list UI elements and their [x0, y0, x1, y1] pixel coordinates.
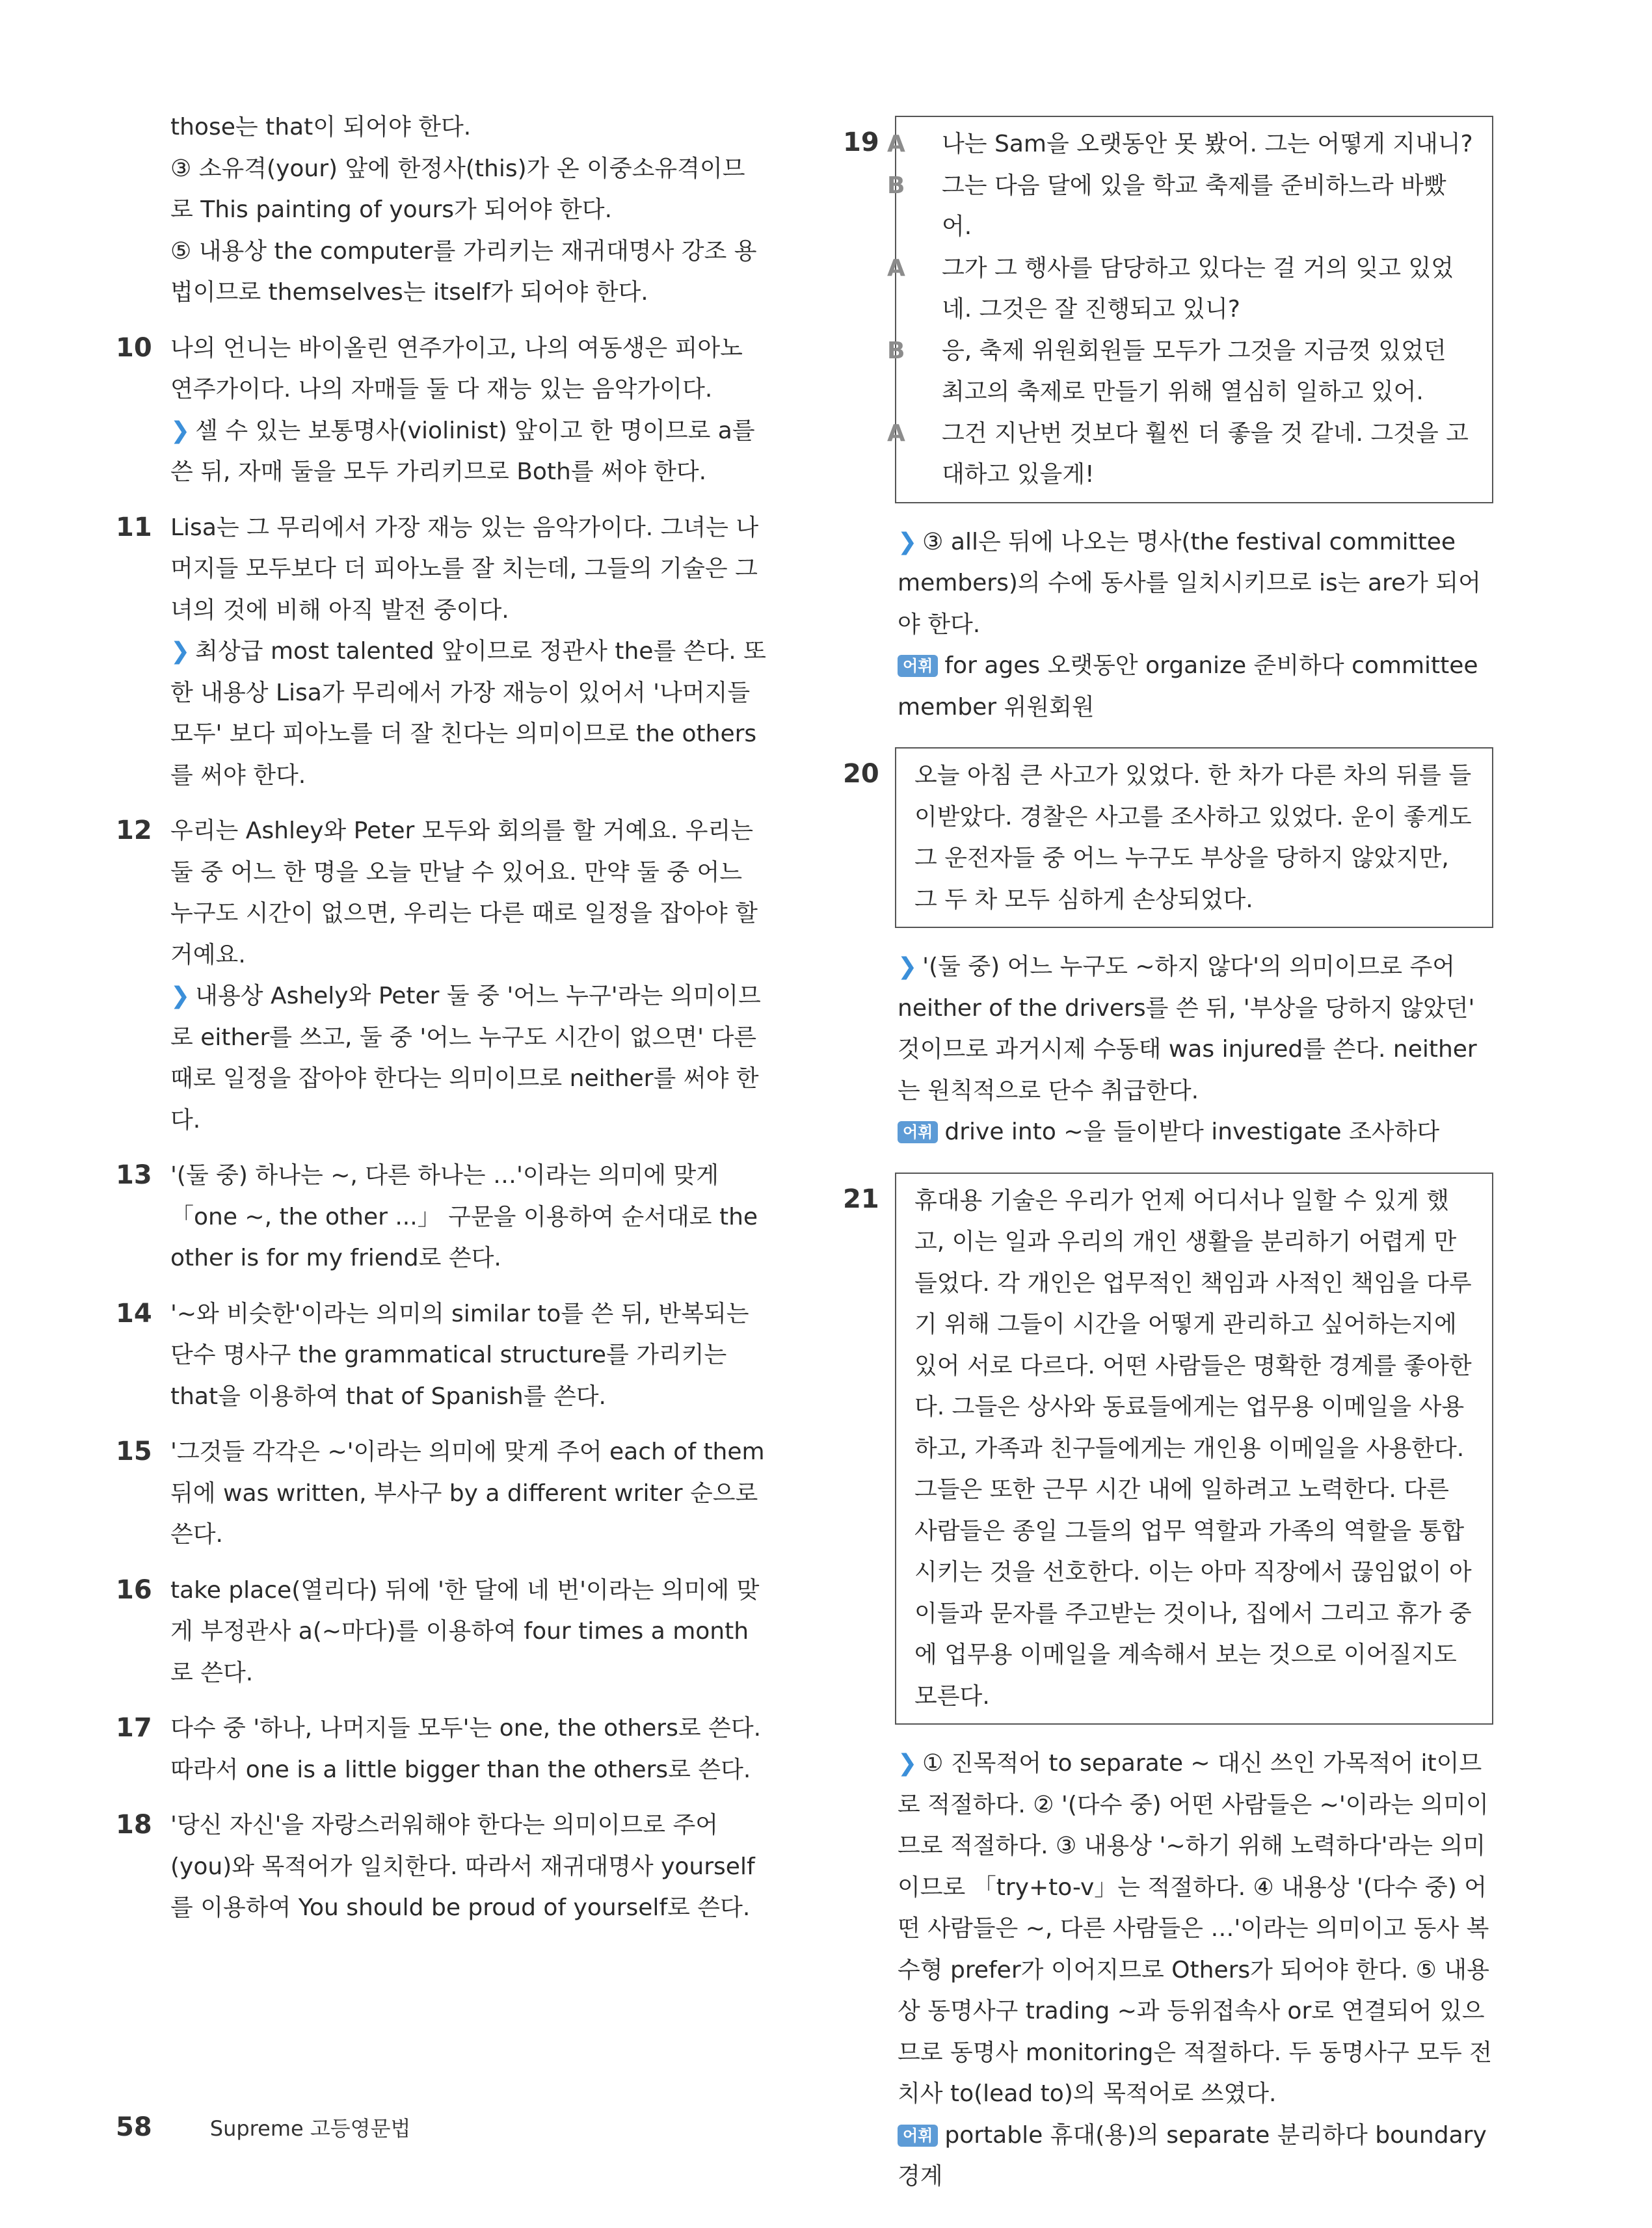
dialogue-line: B 응, 축제 위원회원들 모두가 그것을 지금껏 있었던 최고의 축제로 만들기 위해 열심히 일하고 있어. — [914, 330, 1474, 413]
item-number: 20 — [843, 759, 879, 789]
item-number: 13 — [116, 1160, 152, 1190]
intro-line: those는 that이 되어야 한다. — [170, 114, 472, 140]
dialogue-line: B 그는 다음 달에 있을 학교 축제를 준비하느라 바빴어. — [914, 165, 1474, 248]
intro-block — [116, 107, 766, 313]
item-number: 17 — [116, 1713, 152, 1743]
item-text: '그것들 각각은 ~'이라는 의미에 맞게 주어 each of them 뒤에 was written, 부사구 by a different writer 순으로 쓴다. — [170, 1439, 765, 1548]
chevron-right-icon: ❯ — [170, 983, 191, 1009]
item-number: 18 — [116, 1810, 152, 1840]
speaker-label: A — [887, 131, 905, 157]
explanation-block — [895, 1743, 1493, 2197]
speaker-label: B — [887, 172, 905, 199]
item-text: '당신 자신'을 자랑스러워해야 한다는 의미이므로 주어(you)와 목적어가 일치한다. 따라서 재귀대명사 yourself를 이용하여 You should be proud of yourself로 쓴다. — [170, 1812, 755, 1921]
passage-box — [895, 1173, 1493, 1725]
dialogue-box — [887, 116, 1493, 503]
item-explanation: ❯ 셀 수 있는 보통명사(violinist) 앞이고 한 명이므로 a를 쓴 뒤, 자매 둘을 모두 가리키므로 Both를 써야 한다. — [170, 417, 755, 485]
item-number: 12 — [116, 816, 152, 845]
answer-item-18 — [116, 1805, 766, 1929]
item-number: 21 — [843, 1184, 879, 1214]
item-text: 다수 중 '하나, 나머지들 모두'는 one, the others로 쓴다. 따라서 one is a little bigger than the others로 쓴다. — [170, 1715, 762, 1783]
item-explanation: ❯ ① 진목적어 to separate ~ 대신 쓰인 가목적어 it이므로 적절하다. ② '(다수 중) 어떤 사람들은 ~'이라는 의미이므로 적절하다. ③ 내용상 '~하기 위해 노력하다'라는 의미이므로 「try+to-v」는 적절하다. ④ 내용상 '(다수 중) 어떤 사람들은 ~, 다른 사람들은 …'이라는 의미이고 동사 복수형 prefer가 이어지므로 Others가 되어야 한다. ⑤ 내용상 동명사구 trading ~과 등위접속사 or로 연결되어 있으므로 동명사 monitoring은 적절하다. 두 동명사구 모두 전치사 to(lead to)의 목적어로 쓰였다. — [898, 1750, 1493, 2107]
left-column — [116, 107, 766, 1929]
intro-line: ③ 소유격(your) 앞에 한정사(this)가 온 이중소유격이므로 This painting of yours가 되어야 한다. — [170, 155, 745, 223]
answer-item-13 — [116, 1155, 766, 1279]
answer-item-20 — [843, 747, 1493, 1153]
item-number: 10 — [116, 332, 152, 363]
speaker-label: A — [887, 419, 905, 447]
vocab-badge: 어휘 — [898, 1121, 938, 1143]
explanation-block — [895, 522, 1493, 728]
item-number: 11 — [116, 512, 152, 542]
item-text: '(둘 중) 하나는 ~, 다른 하나는 …'이라는 의미에 맞게 「one ~, the other ...」 구문을 이용하여 순서대로 the other is for my friend로 쓴다. — [170, 1162, 758, 1271]
speaker-label: B — [887, 337, 905, 364]
chevron-right-icon: ❯ — [898, 1750, 918, 1777]
book-title: Supreme 고등영문법 — [209, 2116, 411, 2141]
item-text: 우리는 Ashley와 Peter 모두와 회의를 할 거예요. 우리는 둘 중 어느 한 명을 오늘 만날 수 있어요. 만약 둘 중 어느 누구도 시간이 없으면, 우리는 다른 때로 일정을 잡아야 할 거예요. — [170, 817, 758, 968]
answer-item-12 — [116, 810, 766, 1141]
item-number: 14 — [116, 1298, 152, 1329]
item-text: '~와 비슷한'이라는 의미의 similar to를 쓴 뒤, 반복되는 단수 명사구 the grammatical structure를 가리키는 that을 이용하여 that of Spanish를 쓴다. — [170, 1300, 749, 1410]
passage-box — [895, 747, 1493, 928]
answer-item-10 — [116, 328, 766, 493]
item-explanation: ❯ '(둘 중) 어느 누구도 ~하지 않다'의 의미이므로 주어 neither of the drivers를 쓴 뒤, '부상을 당하지 않았던' 것이므로 과거시제 수동태 was injured를 쓴다. neither는 원칙적으로 단수 취급한다. — [898, 953, 1477, 1104]
vocab-line: 어휘 drive into ~을 들이받다 investigate 조사하다 — [898, 1111, 1493, 1153]
item-number: 15 — [116, 1437, 152, 1466]
item-explanation: ❯ 최상급 most talented 앞이므로 정관사 the를 쓴다. 또한 내용상 Lisa가 무리에서 가장 재능이 있어서 '나머지들 모두' 보다 피아노를 더 잘 친다는 의미이므로 the others를 써야 한다. — [170, 638, 766, 789]
dialogue-line: A 그건 지난번 것보다 훨씬 더 좋을 것 같네. 그것을 고대하고 있을게! — [914, 413, 1474, 496]
dialogue-line: A 그가 그 행사를 담당하고 있다는 걸 거의 잊고 있었네. 그것은 잘 진행되고 있니? — [914, 248, 1474, 330]
explanation-block — [895, 946, 1493, 1153]
item-text: 나의 언니는 바이올린 연주가이고, 나의 여동생은 피아노 연주가이다. 나의 자매들 둘 다 재능 있는 음악가이다. — [170, 334, 743, 403]
answer-item-16 — [116, 1570, 766, 1694]
item-explanation: ❯ ③ all은 뒤에 나오는 명사(the festival committee members)의 수에 동사를 일치시키므로 is는 are가 되어야 한다. — [898, 528, 1481, 638]
answer-item-21 — [843, 1173, 1493, 2197]
item-text: Lisa는 그 무리에서 가장 재능 있는 음악가이다. 그녀는 나머지들 모두보다 더 피아노를 잘 치는데, 그들의 기술은 그녀의 것에 비해 아직 발전 중이다. — [170, 514, 759, 624]
vocab-line: 어휘 for ages 오랫동안 organize 준비하다 committee member 위원회원 — [898, 652, 1478, 721]
answer-item-15 — [116, 1431, 766, 1556]
speaker-label: A — [887, 254, 905, 282]
passage-text: 오늘 아침 큰 사고가 있었다. 한 차가 다른 차의 뒤를 들이받았다. 경찰은 사고를 조사하고 있었다. 운이 좋게도 그 운전자들 중 어느 누구도 부상을 당하지 않았지만, 그 두 차 모두 심하게 손상되었다. — [914, 762, 1472, 913]
right-column — [843, 116, 1493, 2197]
answer-item-19 — [843, 116, 1493, 728]
item-text: take place(열리다) 뒤에 '한 달에 네 번'이라는 의미에 맞게 부정관사 a(~마다)를 이용하여 four times a month로 쓴다. — [170, 1576, 760, 1686]
item-number: 16 — [116, 1574, 152, 1605]
vocab-badge: 어휘 — [898, 2125, 938, 2147]
chevron-right-icon: ❯ — [898, 953, 918, 980]
answer-item-14 — [116, 1293, 766, 1418]
page-footer — [116, 2112, 410, 2142]
passage-text: 휴대용 기술은 우리가 언제 어디서나 일할 수 있게 했고, 이는 일과 우리의 개인 생활을 분리하기 어렵게 만들었다. 각 개인은 업무적인 책임과 사적인 책임을 다루기 위해 그들이 시간을 어떻게 관리하고 싶어하는지에 있어 서로 다르다. 어떤 사람들은 명확한 경계를 좋아한다. 그들은 상사와 동료들에게는 업무용 이메일을 사용하고, 가족과 친구들에게는 개인용 이메일을 사용한다. 그들은 또한 근무 시간 내에 일하려고 노력한다. 다른 사람들은 종일 그들의 업무 역할과 가족의 역할을 통합시키는 것을 선호한다. 이는 아마 직장에서 끊임없이 아이들과 문자를 주고받는 것이나, 집에서 그리고 휴가 중에 업무용 이메일을 계속해서 보는 것으로 이어질지도 모른다. — [914, 1187, 1472, 1710]
item-number: 19 — [843, 127, 879, 157]
vocab-badge: 어휘 — [898, 655, 938, 677]
intro-line: ⑤ 내용상 the computer를 가리키는 재귀대명사 강조 용법이므로 themselves는 itself가 되어야 한다. — [170, 237, 757, 306]
dialogue-line: A 나는 Sam을 오랫동안 못 봤어. 그는 어떻게 지내니? — [914, 124, 1474, 165]
chevron-right-icon: ❯ — [898, 528, 918, 555]
vocab-line: 어휘 portable 휴대(용)의 separate 분리하다 boundary 경계 — [898, 2121, 1487, 2190]
chevron-right-icon: ❯ — [170, 417, 191, 444]
page-number: 58 — [116, 2112, 152, 2142]
answer-item-17 — [116, 1708, 766, 1790]
item-explanation: ❯ 내용상 Ashely와 Peter 둘 중 '어느 누구'라는 의미이므로 either를 쓰고, 둘 중 '어느 누구도 시간이 없으면' 다른 때로 일정을 잡아야 한다는 의미이므로 neither를 써야 한다. — [170, 983, 761, 1134]
answer-item-11 — [116, 507, 766, 797]
chevron-right-icon: ❯ — [170, 638, 191, 665]
